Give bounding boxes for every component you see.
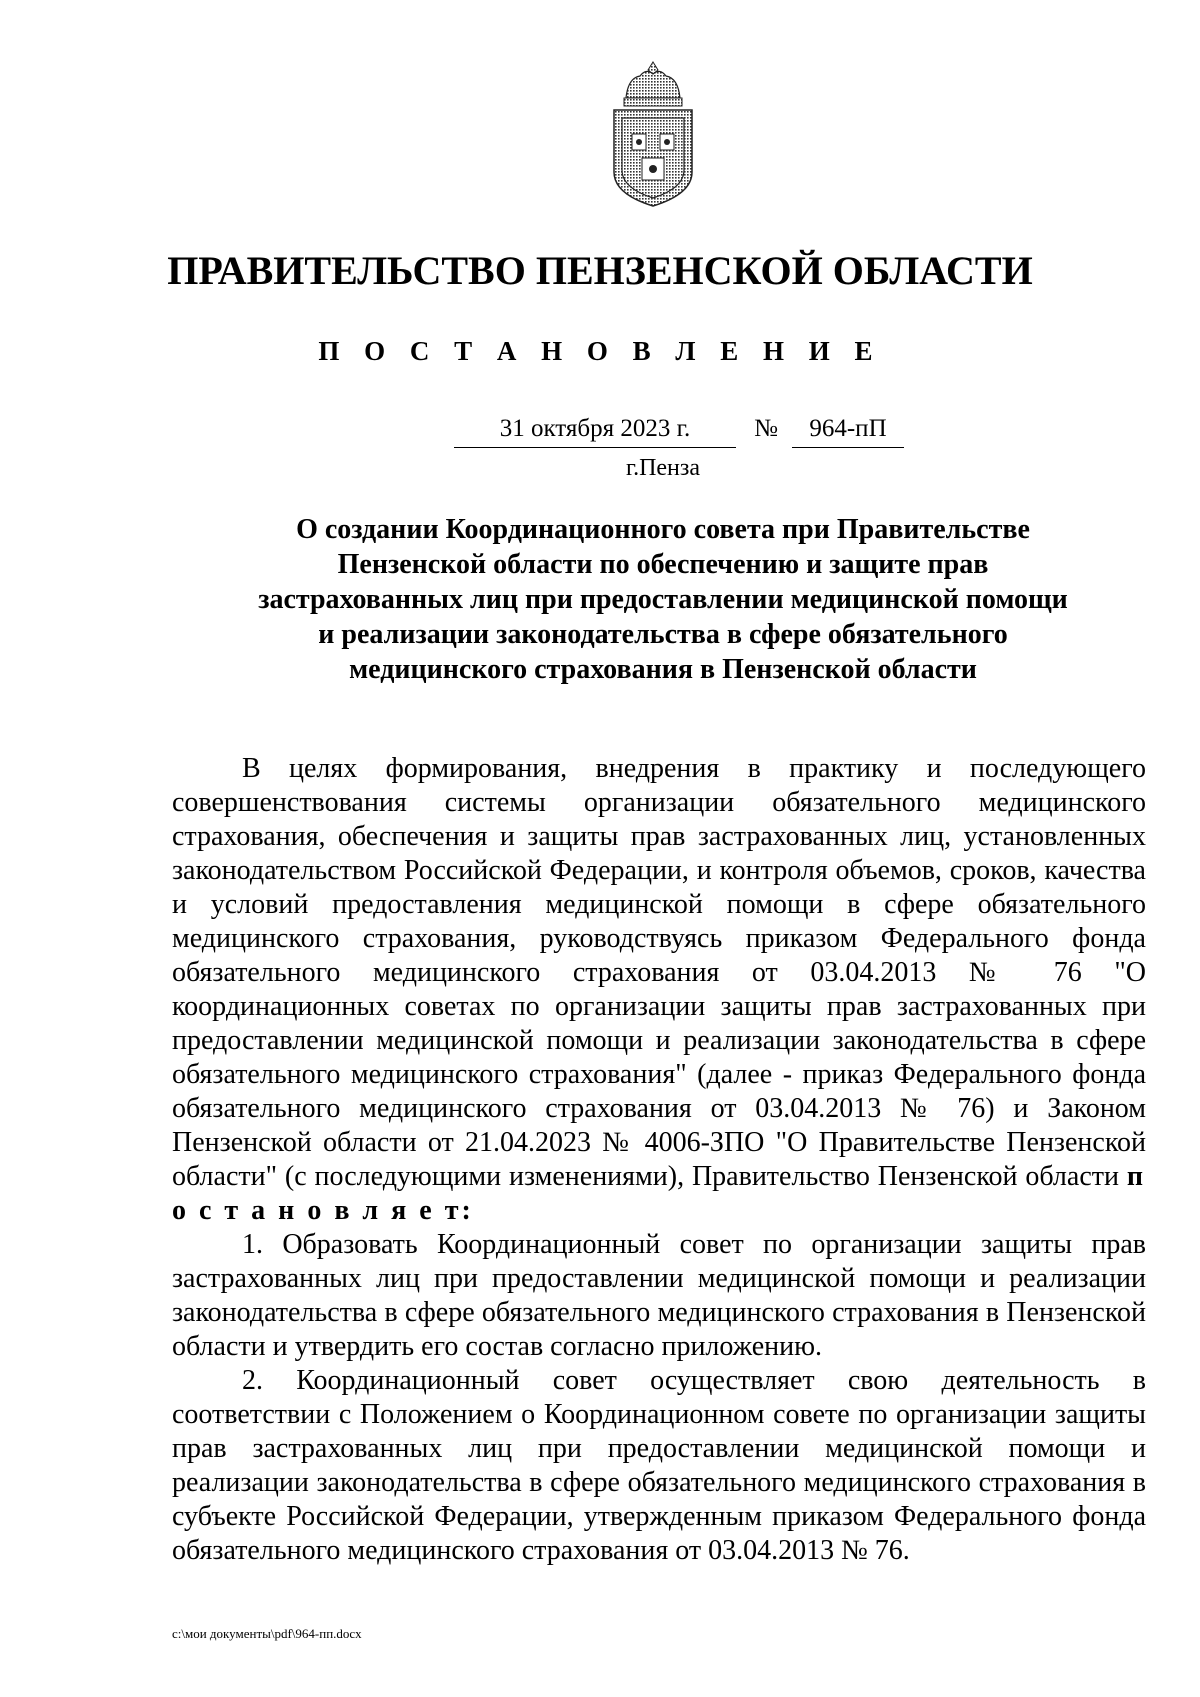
- number-sign: №: [754, 415, 778, 442]
- city: г.Пенза: [625, 455, 701, 481]
- date-number-line: [454, 411, 894, 447]
- decree-word: п о с т а н о в л я е т:: [172, 1161, 1146, 1226]
- clause-2: 2. Координационный совет осуществляет свою деятельность в соответствии с Положением о Координационном совете по организации защиты прав застрахованных лиц при предоставлении медицинской помощи и реализации законодательства в сфере обязательного медицинского страхования в субъекте Российской Федерации, утвержденным приказом Федерального фонда обязательного медицинского страхования от 03.04.2013 № 76.: [172, 1365, 1146, 1566]
- preamble-text: В целях формирования, внедрения в практику и последующего совершенствования системы организации обязательного медицинского страхования, обеспечения и защиты прав застрахованных лиц, установленных законодательством Российской Федерации, и контроля объемов, сроков, качества и условий предоставления медицинской помощи в сфере обязательного медицинского страхования, руководствуясь приказом Федерального фонда обязательного медицинского страхования от 03.04.2013 № 76 "О координационных советах по организации защиты прав застрахованных при предоставлении медицинской помощи и реализации законодательства в сфере обязательного медицинского страхования" (далее - приказ Федерального фонда обязательного медицинского страхования от 03.04.2013 № 76) и Законом Пензенской области от 21.04.2023 № 4006-ЗПО "О Правительстве Пензенской области" (с последующими изменениями), Правительство Пензенской области: [172, 753, 1146, 1192]
- document-date: 31 октября 2023 г.: [454, 411, 736, 448]
- document-number: 964-пП: [792, 411, 904, 448]
- title-line: и реализации законодательства в сфере обязательного: [318, 619, 1008, 650]
- title-line: Пензенской области по обеспечению и защите прав: [337, 549, 989, 580]
- preamble-paragraph: [172, 752, 1146, 1228]
- title-line: медицинского страхования в Пензенской области: [349, 654, 977, 685]
- title-line: застрахованных лиц при предоставлении медицинской помощи: [258, 584, 1068, 615]
- clause-1: 1. Образовать Координационный совет по организации защиты прав застрахованных лиц при предоставлении медицинской помощи и реализации законодательства в сфере обязательного медицинского страхования в Пензенской области и утвердить его состав согласно приложению.: [172, 1229, 1146, 1362]
- file-path-footer: c:\мои документы\pdf\964-пп.docx: [172, 1626, 362, 1641]
- document-body: [172, 752, 1146, 1568]
- coat-of-arms-icon: [606, 60, 700, 210]
- issuing-authority: ПРАВИТЕЛЬСТВО ПЕНЗЕНСКОЙ ОБЛАСТИ: [167, 248, 1033, 293]
- document-type: П О С Т А Н О В Л Е Н И Е: [318, 336, 882, 366]
- title-line: О создании Координационного совета при Правительстве: [296, 514, 1030, 545]
- document-title: [200, 512, 1126, 687]
